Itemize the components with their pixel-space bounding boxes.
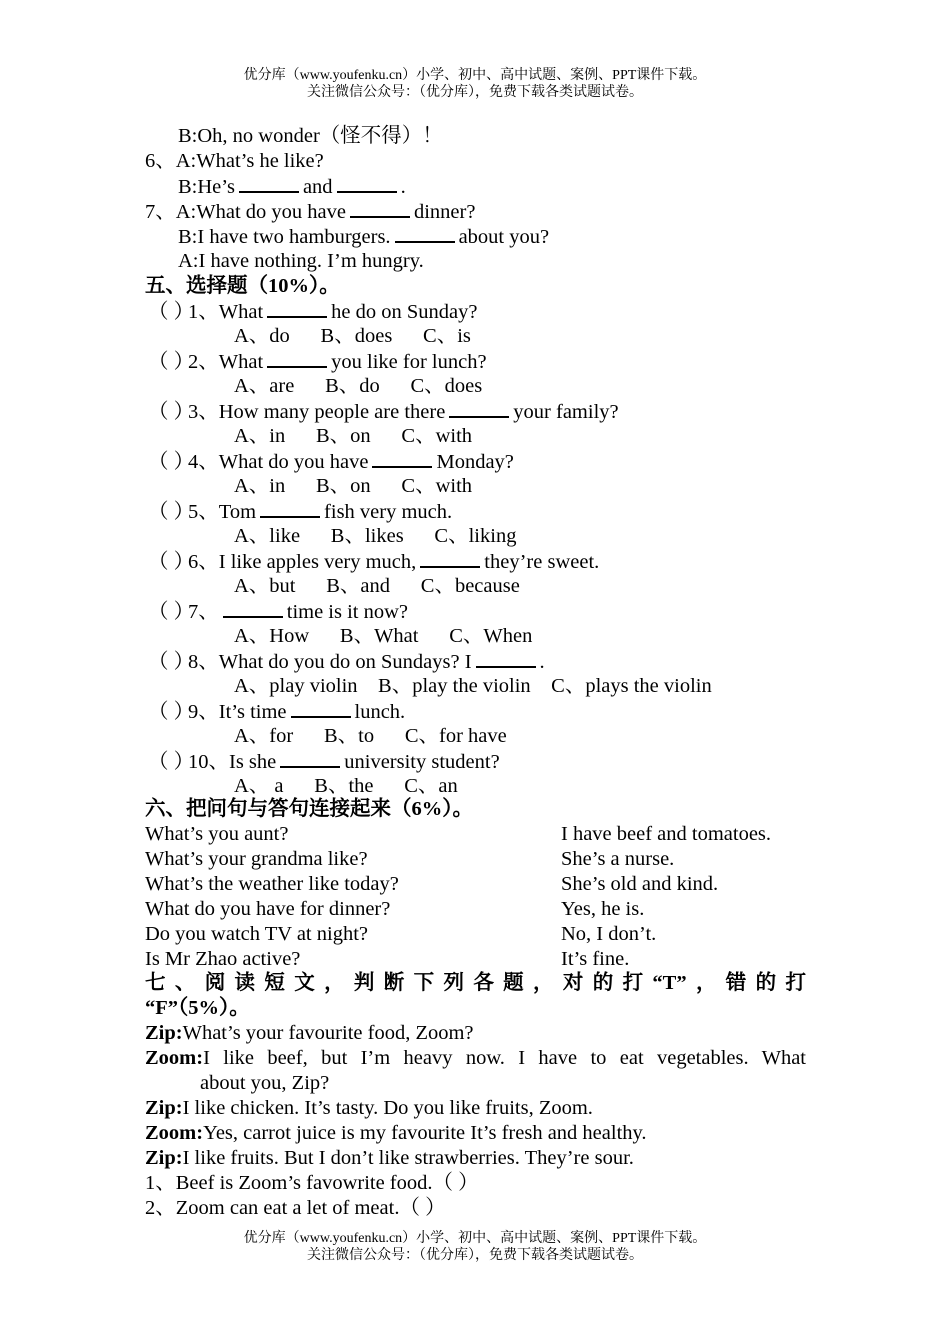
blank: [372, 449, 432, 468]
page-footer: [0, 1230, 950, 1264]
match-answer[interactable]: Yes, he is.: [561, 898, 645, 920]
question-text: they’re sweet.: [484, 551, 600, 573]
answer-paren[interactable]: （ ）: [148, 601, 195, 623]
speech: I like beef, but I’m heavy now. I have to eat vegetables. What: [203, 1047, 806, 1069]
question-text: .: [539, 651, 545, 673]
question-row: [148, 449, 514, 475]
speaker: Zip:: [145, 1022, 183, 1044]
question-text: 10、Is she: [188, 751, 277, 773]
section-title-cont: “F”（5%）。: [145, 997, 250, 1019]
speech: I like chicken. It’s tasty. Do you like fruits, Zoom.: [182, 1097, 593, 1119]
match-question[interactable]: What do you have for dinner?: [145, 898, 391, 920]
match-question[interactable]: Is Mr Zhao active?: [145, 948, 301, 970]
match-question[interactable]: What’s your grandma like?: [145, 848, 368, 870]
dialogue-line: A:I have nothing. I’m hungry.: [178, 250, 424, 272]
blank: [223, 599, 283, 618]
dialogue-line: 6、A:What’s he like?: [145, 150, 324, 172]
section-title: 五、选择题（10%）。: [145, 275, 340, 297]
question-text: 1、What: [188, 301, 264, 323]
question-row: [148, 399, 619, 425]
blank: [260, 499, 320, 518]
reading-line: [145, 1121, 647, 1146]
options-row: A、How B、What C、When: [234, 625, 533, 647]
options-row: A、are B、do C、does: [234, 375, 483, 397]
reading-line: [145, 1046, 806, 1071]
question-text: 5、Tom: [188, 501, 257, 523]
answer-paren[interactable]: （ ）: [148, 501, 195, 523]
reading-line: [145, 1096, 593, 1121]
judgement-item: 1、Beef is Zoom’s favowrite food.（ ）: [145, 1172, 479, 1194]
options-row: A、do B、does C、is: [234, 325, 471, 347]
question-text: he do on Sunday?: [331, 301, 478, 323]
blank: [420, 549, 480, 568]
footer-line-1: 优分库（www.youfenku.cn）小学、初中、高中试题、案例、PPT课件下载。: [243, 1231, 707, 1246]
options-row: A、for B、to C、for have: [234, 725, 507, 747]
question-text: 7、: [188, 601, 219, 623]
speech: Yes, carrot juice is my favourite It’s fresh and healthy.: [203, 1122, 647, 1144]
match-question[interactable]: What’s you aunt?: [145, 823, 289, 845]
question-row: [148, 699, 405, 725]
answer-paren[interactable]: （ ）: [148, 701, 195, 723]
text: 7、A:What do you have: [145, 201, 346, 223]
footer-line-2: 关注微信公众号：（优分库），免费下载各类试题试卷。: [307, 1248, 643, 1263]
question-text: 6、I like apples very much,: [188, 551, 417, 573]
speaker: Zip:: [145, 1147, 183, 1169]
question-text: your family?: [513, 401, 619, 423]
question-text: you like for lunch?: [331, 351, 487, 373]
question-text: 3、How many people are there: [188, 401, 446, 423]
question-row: [148, 549, 599, 575]
blank: [267, 349, 327, 368]
dialogue-line: [178, 224, 549, 250]
question-text: 9、It’s time: [188, 701, 287, 723]
blank: [476, 649, 536, 668]
section-title: 七、阅读短文，判断下列各题，对的打“T”，错的打: [145, 972, 806, 994]
text: .: [400, 176, 406, 198]
answer-paren[interactable]: （ ）: [148, 351, 195, 373]
dialogue-line: [178, 174, 406, 200]
text: dinner?: [413, 201, 476, 223]
match-answer[interactable]: No, I don’t.: [561, 923, 657, 945]
speaker: Zip:: [145, 1097, 183, 1119]
text: and: [302, 176, 333, 198]
options-row: A、in B、on C、with: [234, 425, 473, 447]
question-row: [148, 649, 545, 675]
answer-paren[interactable]: （ ）: [148, 551, 195, 573]
question-text: time is it now?: [286, 601, 409, 623]
question-text: Monday?: [436, 451, 514, 473]
match-answer[interactable]: She’s old and kind.: [561, 873, 719, 895]
question-text: university student?: [344, 751, 500, 773]
question-row: [148, 749, 500, 775]
question-text: fish very much.: [324, 501, 453, 523]
question-text: 4、What do you have: [188, 451, 369, 473]
section-title: 六、把问句与答句连接起来（6%）。: [145, 798, 473, 820]
match-question[interactable]: Do you watch TV at night?: [145, 923, 368, 945]
header-line-2: 关注微信公众号：（优分库），免费下载各类试题试卷。: [307, 85, 643, 100]
speech: I like fruits. But I don’t like strawberries. They’re sour.: [182, 1147, 634, 1169]
match-question[interactable]: What’s the weather like today?: [145, 873, 399, 895]
blank: [280, 749, 340, 768]
answer-paren[interactable]: （ ）: [148, 401, 195, 423]
dialogue-line: B:Oh, no wonder（怪不得）！: [178, 125, 443, 147]
blank: [449, 399, 509, 418]
blank: [291, 699, 351, 718]
blank: [337, 174, 397, 193]
reading-line: [145, 1021, 806, 1046]
dialogue-line: [145, 199, 475, 225]
options-row: A、in B、on C、with: [234, 475, 473, 497]
blank: [239, 174, 299, 193]
speaker: Zoom:: [145, 1122, 204, 1144]
question-row: [148, 599, 408, 625]
answer-paren[interactable]: （ ）: [148, 451, 195, 473]
answer-paren[interactable]: （ ）: [148, 751, 195, 773]
reading-line: [145, 1146, 634, 1171]
blank: [267, 299, 327, 318]
question-row: [148, 299, 477, 325]
question-row: [148, 499, 452, 525]
options-row: A、play violin B、play the violin C、plays the violin: [234, 675, 712, 697]
options-row: A、but B、and C、because: [234, 575, 520, 597]
page-header: [0, 67, 950, 101]
options-row: A、like B、likes C、liking: [234, 525, 517, 547]
blank: [395, 224, 455, 243]
speech: What’s your favourite food, Zoom?: [182, 1022, 474, 1044]
text: about you?: [458, 226, 550, 248]
reading-line: about you, Zip?: [200, 1072, 330, 1094]
match-answer[interactable]: I have beef and tomatoes.: [561, 823, 772, 845]
match-answer[interactable]: She’s a nurse.: [561, 848, 675, 870]
text: B:I have two hamburgers.: [178, 226, 391, 248]
options-row: A、 a B、the C、an: [234, 775, 458, 797]
answer-paren[interactable]: （ ）: [148, 301, 195, 323]
question-text: lunch.: [354, 701, 406, 723]
question-text: 2、What: [188, 351, 264, 373]
question-row: [148, 349, 487, 375]
text: B:He’s: [178, 176, 235, 198]
judgement-item: 2、Zoom can eat a let of meat.（ ）: [145, 1197, 446, 1219]
answer-paren[interactable]: （ ）: [148, 651, 195, 673]
match-answer[interactable]: It’s fine.: [561, 948, 630, 970]
question-text: 8、What do you do on Sundays? I: [188, 651, 472, 673]
header-line-1: 优分库（www.youfenku.cn）小学、初中、高中试题、案例、PPT课件下载。: [243, 68, 707, 83]
speaker: Zoom:: [145, 1047, 204, 1069]
blank: [350, 199, 410, 218]
